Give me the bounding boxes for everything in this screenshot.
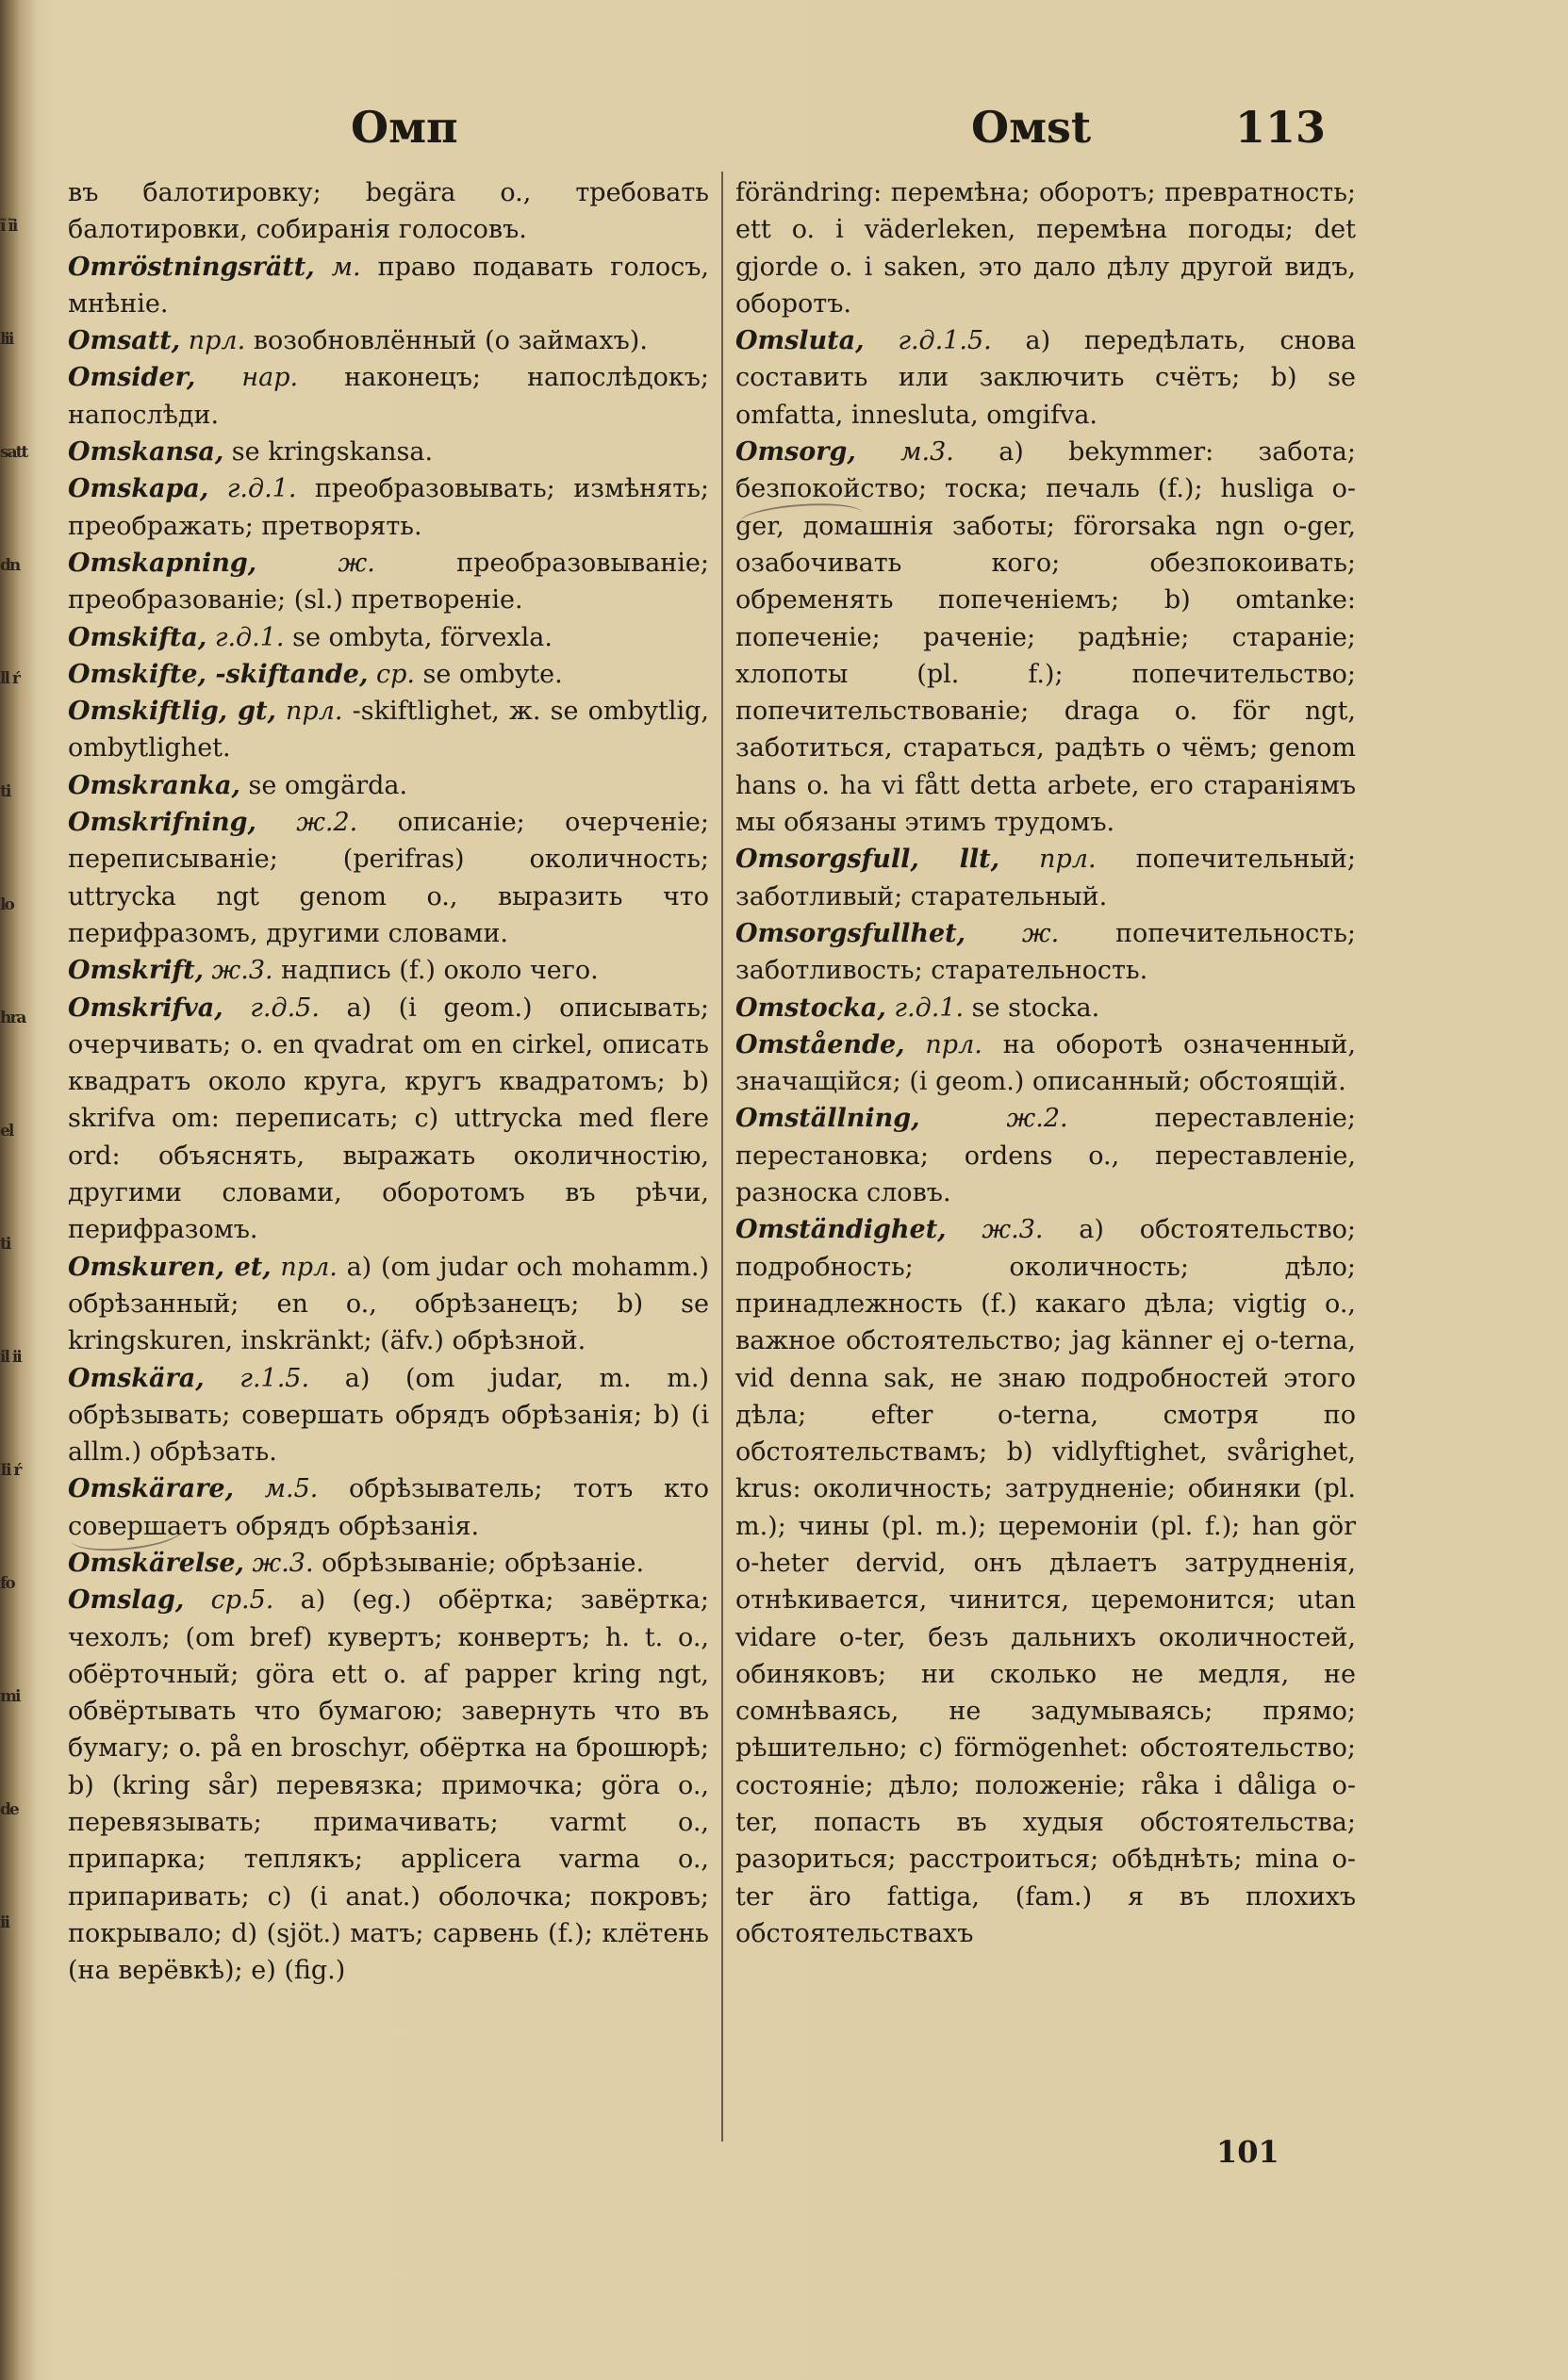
grammar-label: ср. xyxy=(368,659,415,689)
dictionary-entry xyxy=(735,841,1356,915)
definition-text: переставленіе; перестановка; ordens o., переставленіе, разноска словъ. xyxy=(735,1104,1356,1208)
definition-text: въ балотировку; begära o., требовать балотировки, собиранія голосовъ. xyxy=(68,178,709,245)
grammar-label: ж. xyxy=(966,918,1060,948)
definition-text: обрѣзыватель; тотъ кто совершаетъ обрядъ обрѣзанія. xyxy=(68,1474,710,1541)
grammar-label: м.5. xyxy=(234,1474,319,1504)
headword: Omskärelse, xyxy=(68,1548,244,1578)
grammar-label: ж.3. xyxy=(203,956,273,986)
definition-text: a) передѣлать, снова составить или заключить счётъ; b) se omfatta, innesluta, omgifva. xyxy=(735,326,1356,430)
definition-text: se kringskansa. xyxy=(223,437,434,468)
definition-text: возобновлённый (о займахъ). xyxy=(245,326,648,356)
grammar-label: прл. xyxy=(999,845,1097,875)
definition-text: попечительный; заботливый; старательный. xyxy=(735,845,1357,911)
grammar-label: ж.3. xyxy=(243,1548,314,1578)
headword: Omskrifva, xyxy=(68,993,223,1023)
definition-text: преобразовывать; измѣнять; преображать; претворять. xyxy=(68,474,709,541)
definition-text: преобразовываніе; преобразованіе; (sl.) претвореніе. xyxy=(68,548,709,616)
headword: Omskansa, xyxy=(68,437,224,468)
dictionary-entry xyxy=(68,619,709,656)
dictionary-entry xyxy=(735,1100,1356,1211)
headword: Omsider, xyxy=(68,363,196,393)
grammar-label: г.д.1. xyxy=(208,474,297,504)
grammar-label: прл. xyxy=(275,697,343,727)
definition-text: обрѣзываніе; обрѣзаніе. xyxy=(313,1548,645,1578)
running-head-right: Омst xyxy=(971,102,1092,153)
dictionary-entry xyxy=(68,1249,709,1360)
definition-text: a) (om judar, m. m.) обрѣзывать; совершать обрядъ обрѣзанія; b) (i allm.) обрѣзать. xyxy=(68,1363,709,1468)
definition-text: förändring: перемѣна; оборотъ; превратность; ett o. i väderleken, перемѣна погоды; det gjorde o. i saken, это дало дѣлу другой видъ, оборотъ. xyxy=(735,178,1356,319)
headword: Omständighet, xyxy=(735,1215,947,1245)
definition-text: надпись (f.) около чего. xyxy=(272,956,599,986)
headword: Omskapa, xyxy=(68,474,209,504)
dictionary-entry xyxy=(68,1360,709,1471)
grammar-label: прл. xyxy=(271,1252,338,1282)
headword: Omstocka, xyxy=(735,993,886,1023)
definition-text: a) (om judar och mohamm.) обрѣзанный; en o., обрѣзанецъ; b) se kringskuren, inskränkt; (äfv.) обрѣзной. xyxy=(68,1252,710,1356)
definition-text: a) обстоятельство; подробность; околичность; дѣло; принадлежность (f.) какаго дѣла; vigtig o., важное обстоятельство; jag känner ej o-terna, vid denna sak, не знаю подробностей этого дѣла; efter o-terna, смотря по обстоятельствамъ; b) vidlyftighet, svårighet, krus: околичность; затрудненіе; обиняки (pl. m.); чины (pl. m.); церемоніи (pl. f.); han gör o-heter dervid, онъ дѣлаетъ затрудненія, отнѣкивается, чинится, церемонится; utan vidare o-ter, безъ дальнихъ околичностей, обиняковъ; ни сколько не медля, не сомнѣваясь, не задумываясь; прямо; рѣшительно; c) förmögenhet: обстоятельство; состояніе; дѣло; положеніе; råka i dåliga o-ter, попасть въ худыя обстоятельства; разориться; расстроиться; обѣднѣть; mina o-ter äro fattiga, (fam.) я въ плохихъ обстоятельствахъ xyxy=(735,1215,1356,1948)
grammar-label: м. xyxy=(314,252,361,282)
definition-text: на оборотѣ означенный, значащійся; (i geom.) описанный; обстоящій. xyxy=(735,1029,1357,1097)
grammar-label: ж.2. xyxy=(256,808,358,838)
dictionary-entry xyxy=(68,1545,709,1582)
dictionary-entry xyxy=(68,1582,709,1989)
grammar-label: нар. xyxy=(195,363,299,393)
dictionary-entry xyxy=(735,174,1356,322)
running-head-left: Омп xyxy=(351,102,458,153)
headword: Omskifte, -skiftande, xyxy=(68,659,369,689)
dictionary-entry xyxy=(68,767,709,804)
definition-text: попечительность; заботливость; старательность. xyxy=(735,918,1356,986)
headword: Omsorgsfull, llt, xyxy=(735,845,1000,875)
dictionary-entry xyxy=(68,656,709,693)
headword: Omskärare, xyxy=(68,1474,235,1504)
headword: Omskära, xyxy=(68,1363,205,1393)
headword: Omskrift, xyxy=(68,956,204,986)
definition-text: наконецъ; напослѣдокъ; напослѣди. xyxy=(68,363,709,430)
dictionary-entry xyxy=(735,1026,1356,1101)
grammar-label: ср.5. xyxy=(184,1585,274,1616)
page-number: 113 xyxy=(1235,102,1327,153)
dictionary-entry xyxy=(68,545,709,619)
headword: Omsluta, xyxy=(735,326,865,356)
definition-text: -skiftlighet, ж. se ombytlig, ombytlighet. xyxy=(68,697,709,763)
grammar-label: м.3. xyxy=(855,437,954,468)
dictionary-entry xyxy=(735,915,1356,990)
definition-text: se ombyta, förvexla. xyxy=(284,622,553,652)
dictionary-entry xyxy=(735,1211,1356,1952)
dictionary-entry xyxy=(68,249,709,323)
dictionary-entry xyxy=(68,174,709,249)
dictionary-entry xyxy=(68,470,709,545)
headword: Omskapning, xyxy=(68,548,257,578)
grammar-label: прл. xyxy=(180,326,246,356)
grammar-label: г.1.5. xyxy=(204,1363,310,1393)
column-divider xyxy=(721,172,723,2142)
definition-text: a) bekymmer: забота; безпокойство; тоска; печаль (f.); husliga o-ger, домашнія заботы; förorsaka ngn o-ger, озабочивать кого; обезпокоивать; обременять попеченіемъ; b) omtanke: попеченіе; раченіе; радѣніе; стараніе; хлопоты (pl. f.); попечительство; попечительствованіе; draga o. för ngt, заботиться, стараться, радѣть о чёмъ; genom hans o. ha vi fått detta arbete, его стараніямъ мы обязаны этимъ трудомъ. xyxy=(735,437,1356,838)
headword: Omstående, xyxy=(735,1029,905,1059)
dictionary-entry xyxy=(68,990,709,1249)
headword: Omröstningsrätt, xyxy=(68,252,315,282)
dictionary-entry xyxy=(68,952,709,989)
dictionary-entry xyxy=(68,434,709,470)
headword: Omsatt, xyxy=(68,326,181,356)
grammar-label: прл. xyxy=(904,1029,982,1059)
grammar-label: г.д.1. xyxy=(885,993,965,1023)
definition-text: право подавать голосъ, мнѣніе. xyxy=(68,252,709,319)
headword: Omskrifning, xyxy=(68,808,256,838)
headword: Omskifta, xyxy=(68,622,207,652)
dictionary-entry xyxy=(68,804,709,952)
grammar-label: г.д.1.5. xyxy=(864,326,992,356)
definition-text: описаніе; очерченіе; переписываніе; (perifras) околичность; uttrycka ngt genom o., выразить что перифразомъ, другими словами. xyxy=(68,808,709,948)
definition-text: a) (i geom.) описывать; очерчивать; o. en qvadrat om en cirkel, описать квадратъ около круга, кругъ квадратомъ; b) skrifva om: переписать; c) uttrycka med flere ord: объяснять, выражать околичностію, другими словами, оборотомъ въ рѣчи, перифразомъ. xyxy=(68,993,710,1245)
left-column xyxy=(68,174,709,1990)
dictionary-entry xyxy=(68,359,709,434)
headword: Omslag, xyxy=(68,1585,185,1616)
dictionary-entry xyxy=(68,322,709,359)
definition-text: a) (eg.) обёртка; завёртка; чехолъ; (om bref) кувертъ; конвертъ; h. t. o., обёрточный; göra ett o. af papper kring ngt, обвёртывать что бумагою; завернуть что въ бумагу; o. på en broschyr, обёртка на брошюрѣ; b) (kring sår) перевязка; примочка; göra o., перевязывать; примачивать; varmt o., припарка; теплякъ; applicera varma o., припаривать; c) (i anat.) оболочка; покровъ; покрывало; d) (sjöt.) матъ; сарвень (f.); клётень (на верёвкѣ); e) (fig.) xyxy=(68,1585,709,1986)
grammar-label: ж. xyxy=(256,548,375,578)
definition-text: se omgärda. xyxy=(239,770,408,800)
headword: Omskuren, et, xyxy=(68,1252,272,1282)
headword: Omsorgsfullhet, xyxy=(735,918,966,948)
dictionary-entry xyxy=(68,693,709,767)
margin-bleed-text: ĩ ĩi lii satt dn ll ŕ ti lo hra el ti il ii Ii ŕ fo mi de ii xyxy=(0,217,27,1932)
right-column xyxy=(735,174,1356,1952)
headword: Omskranka, xyxy=(68,770,240,800)
grammar-label: ж.3. xyxy=(946,1215,1044,1245)
definition-text: se ombyte. xyxy=(414,659,563,689)
dictionary-entry xyxy=(735,322,1356,434)
dictionary-entry xyxy=(735,990,1356,1026)
dictionary-entry xyxy=(735,434,1356,841)
signature-number: 101 xyxy=(1216,2134,1279,2170)
headword: Omsorg, xyxy=(735,437,856,468)
grammar-label: г.д.1. xyxy=(206,622,285,652)
grammar-label: г.д.5. xyxy=(223,993,320,1023)
headword: Omställning, xyxy=(735,1104,920,1134)
grammar-label: ж.2. xyxy=(919,1104,1068,1134)
headword: Omskiftlig, gt, xyxy=(68,697,276,727)
definition-text: se stocka. xyxy=(964,993,1100,1023)
